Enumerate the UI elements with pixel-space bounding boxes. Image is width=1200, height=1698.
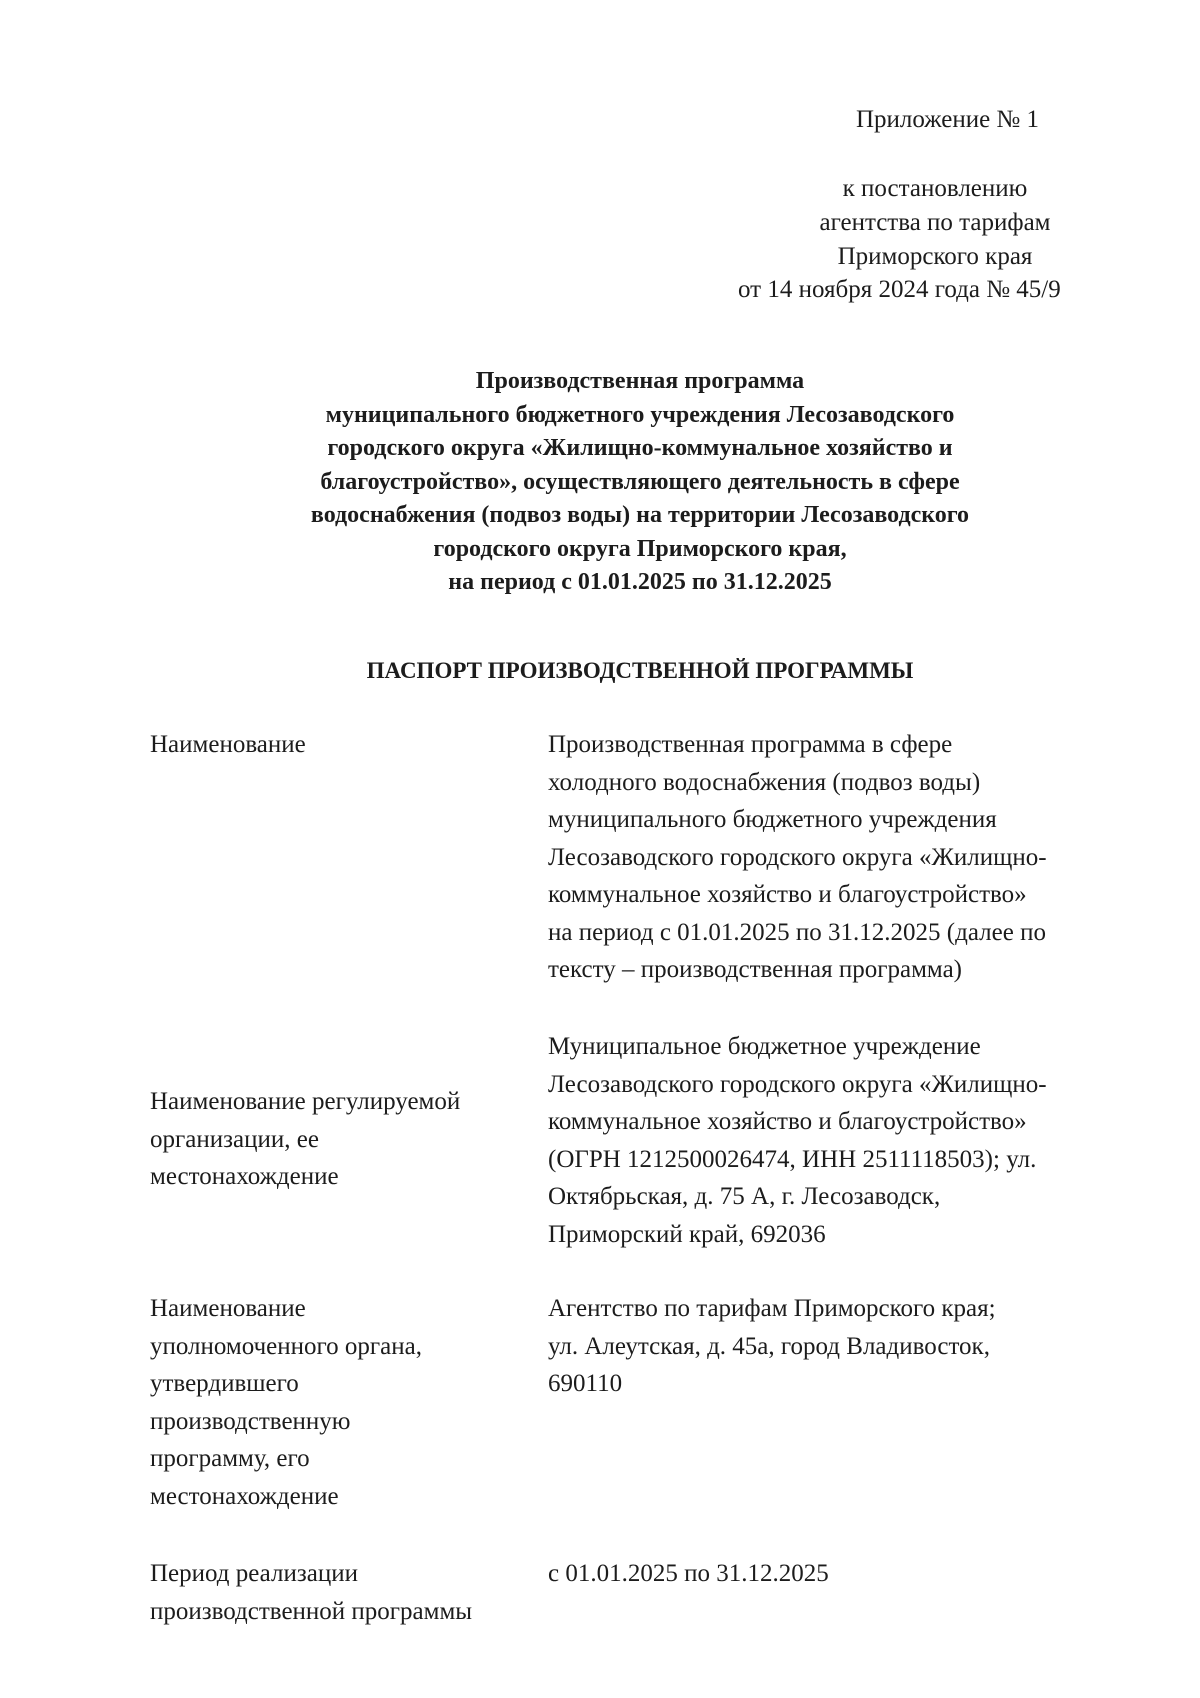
value-line: холодного водоснабжения (подвоз воды) — [548, 768, 981, 796]
title-line: городского округа Приморского края, — [433, 535, 847, 562]
passport-heading: ПАСПОРТ ПРОИЗВОДСТВЕННОЙ ПРОГРАММЫ — [366, 658, 914, 683]
value-line: муниципального бюджетного учреждения — [548, 806, 997, 833]
passport-row-value-authority — [548, 1290, 1128, 1403]
passport-row-value-organization — [548, 1028, 1128, 1253]
passport-row-label-authority — [150, 1290, 530, 1515]
title-line: водоснабжения (подвоз воды) на территории Лесозаводского — [310, 502, 970, 528]
value-line: коммунальное хозяйство и благоустройство» — [548, 881, 1027, 908]
label-line: местонахождение — [150, 1482, 339, 1510]
appendix-line: от 14 ноября 2024 года № 45/9 — [738, 276, 1061, 303]
label-line: Наименование регулируемой — [150, 1088, 461, 1115]
appendix-number — [856, 103, 1039, 137]
value-line: Лесозаводского городского округа «Жилищно- — [548, 843, 1047, 871]
appendix-number-text: Приложение № 1 — [856, 106, 1040, 133]
label-line: производственной программы — [150, 1597, 473, 1625]
value-line: Приморский край, 692036 — [548, 1220, 826, 1248]
value-line: с 01.01.2025 по 31.12.2025 — [548, 1560, 829, 1587]
label-line: Период реализации — [150, 1560, 358, 1587]
appendix-line: агентства по тарифам — [819, 209, 1051, 236]
label-line: уполномоченного органа, — [150, 1332, 422, 1360]
appendix-reference — [770, 172, 1100, 274]
program-title — [150, 365, 1130, 600]
label-line: Наименование — [150, 1295, 306, 1322]
title-line: городского округа «Жилищно-коммунальное хозяйство и — [327, 435, 953, 461]
title-line: Производственная программа — [475, 368, 805, 394]
value-line: Агентство по тарифам Приморского края; — [548, 1295, 996, 1322]
passport-row-value-name — [548, 726, 1128, 989]
value-line: ул. Алеутская, д. 45а, город Владивосток, — [548, 1332, 990, 1360]
value-line: Муниципальное бюджетное учреждение — [548, 1033, 981, 1060]
appendix-date — [738, 273, 1061, 307]
label-line: производственную — [150, 1407, 351, 1435]
value-line: на период с 01.01.2025 по 31.12.2025 (далее по — [548, 918, 1046, 946]
label-line: программу, его — [150, 1445, 310, 1472]
label-line: Наименование — [150, 731, 306, 758]
value-line: Производственная программа в сфере — [548, 731, 953, 758]
appendix-line: Приморского края — [837, 243, 1033, 270]
value-line: 690110 — [548, 1370, 623, 1397]
passport-row-label-name — [150, 726, 530, 764]
title-line: на период с 01.01.2025 по 31.12.2025 — [448, 569, 832, 595]
title-line: благоустройство», осуществляющего деятельность в сфере — [320, 468, 960, 495]
value-line: тексту – производственная программа) — [548, 956, 963, 983]
passport-row-label-organization — [150, 1083, 530, 1196]
value-line: Октябрьская, д. 75 А, г. Лесозаводск, — [548, 1183, 941, 1210]
passport-row-label-period — [150, 1555, 530, 1630]
label-line: местонахождение — [150, 1163, 339, 1190]
value-line: Лесозаводского городского округа «Жилищно- — [548, 1070, 1047, 1098]
label-line: утвердившего — [150, 1370, 299, 1397]
value-line: коммунальное хозяйство и благоустройство» — [548, 1108, 1027, 1135]
title-line: муниципального бюджетного учреждения Лесозаводского — [325, 401, 955, 428]
label-line: организации, ее — [150, 1125, 319, 1153]
value-line: (ОГРН 1212500026474, ИНН 2511118503); ул. — [548, 1145, 1037, 1173]
passport-row-value-period — [548, 1555, 1128, 1593]
appendix-line: к постановлению — [842, 175, 1028, 202]
